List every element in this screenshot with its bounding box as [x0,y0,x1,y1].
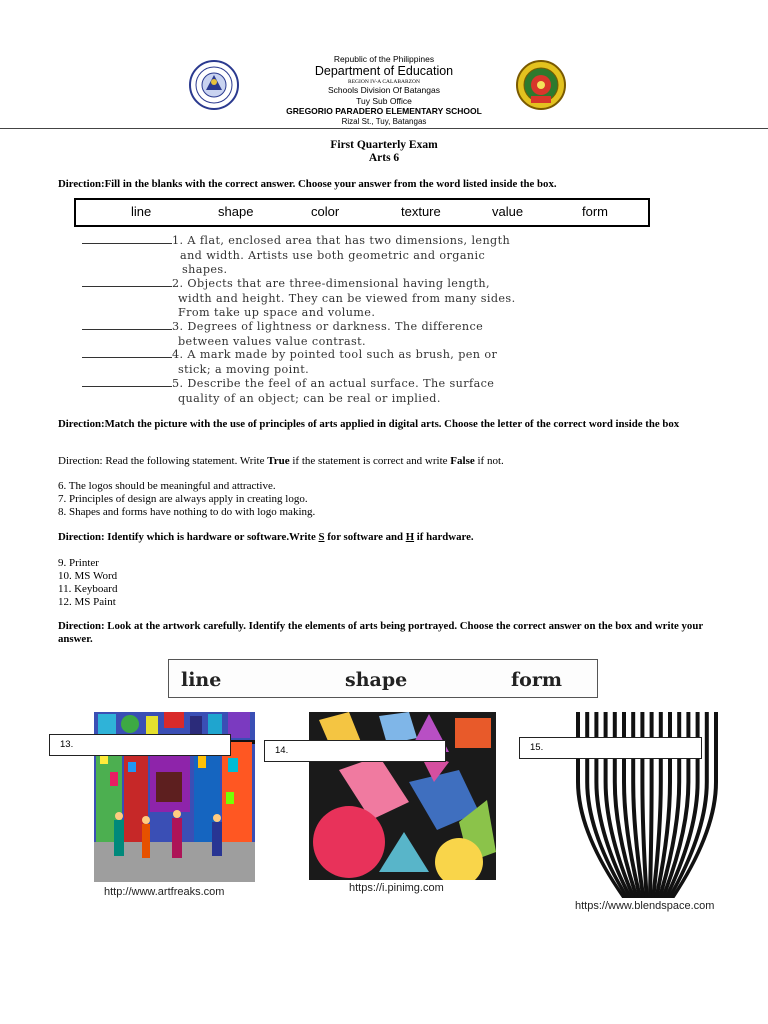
statement-7: 7. Principles of design are always apply in creating logo. [58,493,308,505]
artwork-word-item: form [511,669,562,691]
republic-line: Republic of the Philippines [333,54,435,64]
exam-subject: Arts 6 [368,152,400,164]
item-10: 10. MS Word [58,570,118,582]
artwork-13-caption: http://www.artfreaks.com [104,886,225,898]
word-bank-item: form [582,204,608,219]
answer-blank[interactable] [82,377,172,387]
question-3: 3. Degrees of lightness or darkness. The difference between values value contrast. [82,320,483,349]
question-4: 4. A mark made by pointed tool such as brush, pen or stick; a moving point. [82,348,497,377]
word-bank-item: color [311,204,340,219]
question-5: 5. Describe the feel of an actual surface. The surface quality of an object; can be real or implied. [82,377,494,406]
answer-box-13[interactable]: 13. [49,734,231,756]
exam-title: First Quarterly Exam [330,139,438,151]
artwork-14-image [309,712,496,880]
section2-direction: Direction:Match the picture with the use of principles of arts applied in digital arts. Choose the letter of the correct word inside the box [58,418,680,430]
section3-direction: Direction: Read the following statement. Write True if the statement is correct and write False if not. [58,455,504,467]
item-9: 9. Printer [58,557,99,569]
artwork-15-caption: https://www.blendspace.com [575,900,715,912]
artwork-word-box [168,659,598,698]
item-11: 11. Keyboard [58,583,118,595]
word-bank-item: value [492,204,524,219]
region-line: REGION IV-A CALABARZON [348,79,420,85]
artwork-word-item: line [181,669,222,691]
school-address: Rizal St., Tuy, Batangas [341,117,427,126]
word-bank-box [74,198,650,227]
office-line: Tuy Sub Office [356,96,412,106]
answer-blank[interactable] [82,348,172,358]
section4-direction: Direction: Identify which is hardware or software.Write S for software and H if hardware. [58,531,474,543]
school-name: GREGORIO PARADERO ELEMENTARY SCHOOL [286,106,482,116]
question-1: 1. A flat, enclosed area that has two dimensions, length and width. Artists use both geometric and organic shapes. [82,234,510,278]
division-line: Schools Division Of Batangas [328,85,440,95]
artwork-word-item: shape [345,669,408,691]
answer-box-15[interactable]: 15. [519,737,702,759]
item-12: 12. MS Paint [58,596,116,608]
answer-blank[interactable] [82,277,172,287]
answer-box-14[interactable]: 14. [264,740,446,762]
answer-blank[interactable] [82,320,172,330]
word-bank-item: line [131,204,152,219]
section5-direction: Direction: Look at the artwork carefully. Identify the elements of arts being portrayed. Choose the correct answer on the box and write your answer. [58,620,703,645]
header-divider [0,128,768,129]
word-bank-item: shape [218,204,254,219]
statement-8: 8. Shapes and forms have nothing to do with logo making. [58,506,316,518]
department-name: Department of Education [314,64,454,78]
statement-6: 6. The logos should be meaningful and attractive. [58,480,276,492]
section1-direction: Direction:Fill in the blanks with the correct answer. Choose your answer from the word listed inside the box. [58,178,557,190]
question-2: 2. Objects that are three-dimensional having length, width and height. They can be viewed from many sides. From take up space and volume. [82,277,516,321]
word-bank-item: texture [401,204,441,219]
answer-blank[interactable] [82,234,172,244]
artwork-14-caption: https://i.pinimg.com [349,882,444,894]
